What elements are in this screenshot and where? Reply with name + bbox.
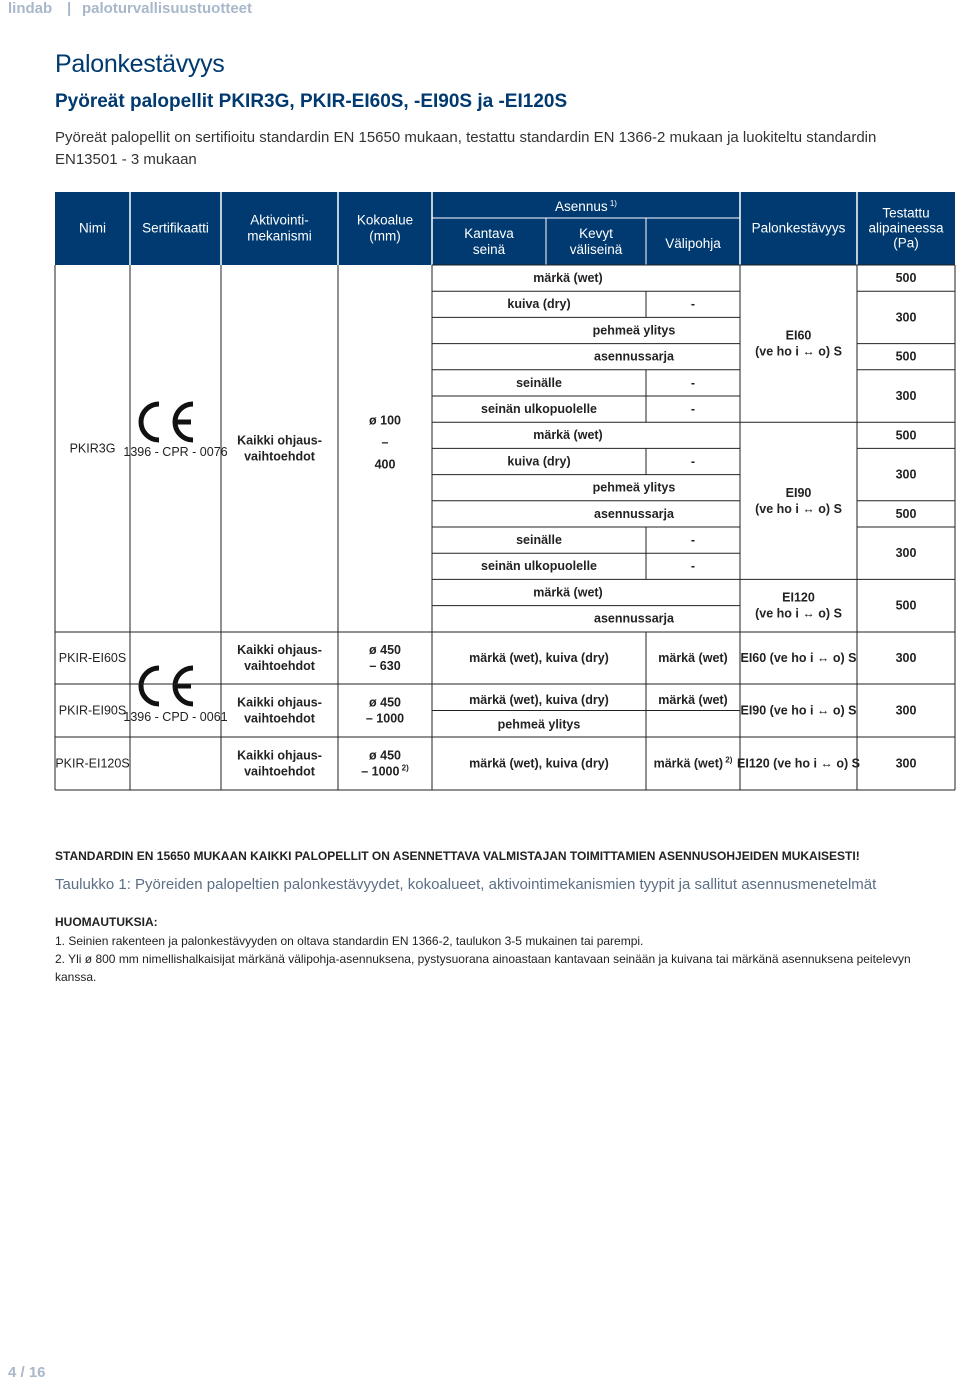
header-category: paloturvallisuustuotteet xyxy=(82,0,253,17)
pkir-s-fire-1: EI60 (ve ho i ↔ o) S xyxy=(740,651,857,665)
header-kevyt-line-1: Kevyt xyxy=(579,226,613,241)
pkir-s-size-2-line-2: – 1000 xyxy=(365,711,405,726)
header-kevyt-line-2: väliseinä xyxy=(569,242,623,257)
pkir3g-pressure-2: 300 xyxy=(895,310,917,325)
pkir3g-install-5: seinälle xyxy=(516,375,562,390)
header-palonkestavyys-line-1: Palonkestävyys xyxy=(751,220,846,236)
installation-warning: STANDARDIN EN 15650 MUKAAN KAIKKI PALOPELLIT ON ASENNETTAVA VALMISTAJAN TOIMITTAMIEN ASENNUSOHJEIDEN MUKAISESTI! xyxy=(55,849,860,863)
page-subtitle: Pyöreät palopellit PKIR3G, PKIR-EI60S, -EI90S ja -EI120S xyxy=(55,91,568,112)
pkir-s-activation-2-line-2: vaihtoehdot xyxy=(244,711,315,726)
pkir-s-size-1-line-2: – 630 xyxy=(369,659,401,673)
pkir3g-install-6: seinän ulkopuolelle xyxy=(481,402,597,416)
note-1: 1. Seinien rakenteen ja palonkestävyyden on oltava standardin EN 1366-2, taulukon 3-5 mukainen tai parempi. xyxy=(55,934,644,948)
pkir3g-install-10: asennussarja xyxy=(594,506,674,521)
pkir3g-fire-1-line-2: (ve ho i ↔ o) S xyxy=(755,344,842,359)
pkir-s-size-3-line-1: ø 450 xyxy=(369,748,401,763)
pkir3g-install-14: asennussarja xyxy=(594,611,674,626)
pkir-s-floor-3: märkä (wet) $^{2)}$ xyxy=(653,755,733,771)
pkir-s-install-2-a: märkä (wet), kuiva (dry) xyxy=(469,693,609,707)
pkir-s-name-2: PKIR-EI90S xyxy=(58,703,127,718)
pkir-s-floor-2: märkä (wet) xyxy=(658,693,728,707)
pkir3g-install-9: pehmeä ylitys xyxy=(592,480,676,495)
pkir-s-size-2-line-1: ø 450 xyxy=(369,695,401,710)
pkir-s-cert-code: 1396 - CPD - 0061 xyxy=(123,710,228,724)
pkir3g-install-3: pehmeä ylitys xyxy=(592,323,676,338)
pkir-s-size-1-line-1: ø 450 xyxy=(369,643,401,657)
pkir-s-install-1: märkä (wet), kuiva (dry) xyxy=(469,651,609,665)
header-testattu-line-1: Testattu xyxy=(882,205,930,221)
pkir-s-activation-3-line-2: vaihtoehdot xyxy=(244,764,315,779)
brand-name: lindab xyxy=(8,0,53,17)
ce-mark-icon xyxy=(141,668,193,704)
header-kokoalue-line-1: Kokoalue xyxy=(356,212,414,228)
pkir-s-activation-3-line-1: Kaikki ohjaus- xyxy=(237,748,322,763)
pkir3g-fire-2-line-2: (ve ho i ↔ o) S xyxy=(755,501,842,516)
pkir3g-install-11: seinälle xyxy=(516,533,562,547)
pkir-s-fire-3: EI120 (ve ho i ↔ o) S xyxy=(737,756,860,771)
pkir3g-pressure-7: 500 xyxy=(895,506,917,521)
header-kokoalue-line-2: (mm) xyxy=(369,228,401,244)
header-nimi-line-1: Nimi xyxy=(79,220,106,236)
pkir-s-name-1: PKIR-EI60S xyxy=(58,651,127,665)
pkir3g-pressure-1: 500 xyxy=(895,271,917,286)
pkir-s-install-3: märkä (wet), kuiva (dry) xyxy=(469,756,609,771)
pkir-s-pressure-1: 300 xyxy=(895,651,917,665)
header-aktivointi-line-2: mekanismi xyxy=(247,228,312,244)
pkir3g-install-2: kuiva (dry) xyxy=(507,297,571,312)
pkir3g-name: PKIR3G xyxy=(69,441,116,456)
pkir3g-install-4: asennussarja xyxy=(594,349,674,364)
header-testattu-line-3: (Pa) xyxy=(893,235,919,251)
header-valipohja-line-1: Välipohja xyxy=(665,236,721,251)
pkir3g-install-13: märkä (wet) xyxy=(533,585,603,600)
pkir3g-install-1: märkä (wet) xyxy=(533,271,603,285)
ce-c-arc xyxy=(141,404,159,440)
pkir3g-fire-3-line-2: (ve ho i ↔ o) S xyxy=(755,606,842,621)
pkir-s-size-3-line-2: – 1000 $^{2)}$ xyxy=(361,763,409,779)
pkir3g-pressure-4: 300 xyxy=(895,389,917,403)
table-caption: Taulukko 1: Pyöreiden palopeltien palonkestävyydet, kokoalueet, aktivointimekanismien tyypit ja sallitut asennusmenetelmät xyxy=(55,876,877,893)
pkir3g-dash-2: - xyxy=(690,297,696,312)
pkir3g-dash-11: - xyxy=(690,533,696,547)
ce-c-arc xyxy=(141,668,159,704)
pkir-s-activation-1-line-1: Kaikki ohjaus- xyxy=(237,643,322,657)
header-asennus: Asennus $^{1)}$ xyxy=(555,199,617,214)
pkir-s-install-2-b: pehmeä ylitys xyxy=(497,717,581,732)
pkir3g-install-8: kuiva (dry) xyxy=(507,454,571,469)
pkir-s-pressure-2: 300 xyxy=(895,703,917,718)
page-title: Palonkestävyys xyxy=(55,50,225,78)
pkir-s-floor-1: märkä (wet) xyxy=(658,651,728,665)
header-kantava-line-1: Kantava xyxy=(464,226,514,241)
header-separator: | xyxy=(67,0,72,17)
pkir3g-fire-1-line-1: EI60 xyxy=(785,328,812,343)
pkir3g-fire-3-line-1: EI120 xyxy=(782,590,815,605)
pkir-s-fire-2: EI90 (ve ho i ↔ o) S xyxy=(740,703,857,718)
pkir3g-size-max: 400 xyxy=(374,457,396,472)
pkir3g-dash-8: - xyxy=(690,454,696,469)
pkir3g-pressure-5: 500 xyxy=(895,428,917,443)
pkir3g-cert-code: 1396 - CPR - 0076 xyxy=(123,445,228,459)
pkir-s-activation-1-line-2: vaihtoehdot xyxy=(244,659,315,673)
pkir3g-fire-2-line-1: EI90 xyxy=(785,485,812,500)
note-2: 2. Yli ø 800 mm nimellishalkaisijat märkänä välipohja-asennuksena, pystysuorana ainoastaan kantavaan seinään ja kuivana tai märkänä asennuksena peitelevyn kanssa. xyxy=(55,952,911,984)
pkir-s-activation-2-line-1: Kaikki ohjaus- xyxy=(237,695,322,710)
header-kantava-line-2: seinä xyxy=(472,242,506,257)
pkir3g-install-12: seinän ulkopuolelle xyxy=(481,559,597,574)
ce-mark-icon xyxy=(141,404,193,440)
intro-text: Pyöreät palopellit on sertifioitu standardin EN 15650 mukaan, testattu standardin EN 1366-2 mukaan ja luokiteltu standardin EN13501 - 3 mukaan xyxy=(55,129,877,168)
pkir3g-size-min: ø 100 xyxy=(369,413,401,428)
header-sertifikaatti-line-1: Sertifikaatti xyxy=(142,220,209,236)
pkir3g-activation-line-2: vaihtoehdot xyxy=(244,449,315,464)
pkir3g-pressure-3: 500 xyxy=(895,349,917,364)
pkir3g-pressure-9: 500 xyxy=(895,598,917,613)
pkir3g-pressure-6: 300 xyxy=(895,467,917,482)
notes-title: HUOMAUTUKSIA: xyxy=(55,915,158,929)
pkir3g-dash-5: - xyxy=(690,375,696,390)
pkir3g-pressure-8: 300 xyxy=(895,546,917,561)
pkir-s-name-3: PKIR-EI120S xyxy=(55,756,130,771)
header-aktivointi-line-1: Aktivointi- xyxy=(250,212,309,228)
header-testattu-line-2: alipaineessa xyxy=(868,220,944,236)
page-number: 4 / 16 xyxy=(8,1364,46,1381)
pkir3g-dash-6: - xyxy=(690,402,696,416)
pkir3g-dash-12: - xyxy=(690,559,696,574)
pkir3g-size-dash: – xyxy=(381,435,389,450)
pkir-s-pressure-3: 300 xyxy=(895,756,917,771)
pkir3g-activation-line-1: Kaikki ohjaus- xyxy=(237,433,322,448)
pkir3g-install-7: märkä (wet) xyxy=(533,428,603,443)
